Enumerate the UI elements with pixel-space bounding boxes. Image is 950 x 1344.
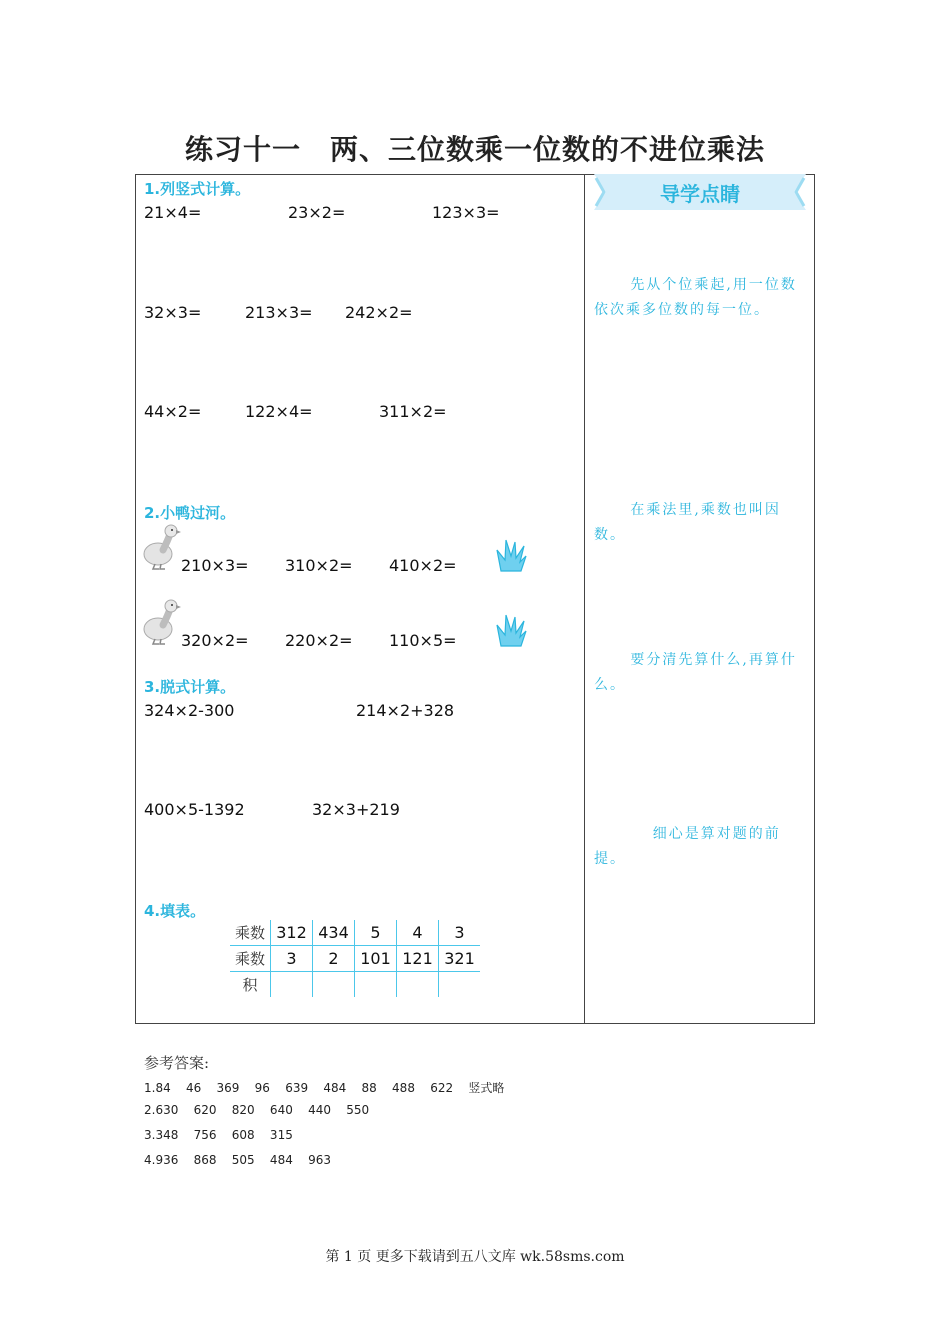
answer-line: 4.936 868 505 484 963 [144, 1153, 332, 1167]
tip-text: 要分清先算什么,再算什么。 [594, 652, 797, 693]
tip-text [594, 822, 808, 872]
problem: 210×3= [181, 556, 249, 575]
table-cell: 3 [271, 946, 313, 972]
problem: 320×2= [181, 631, 249, 650]
problem: 311×2= [379, 402, 447, 421]
table-row [230, 920, 480, 946]
problem: 242×2= [345, 303, 413, 322]
problem: 324×2-300 [144, 701, 235, 720]
answer-line: 1.84 46 369 96 639 484 88 488 622 竖式略 [144, 1081, 505, 1095]
problem: 21×4= [144, 203, 202, 222]
problem: 410×2= [389, 556, 457, 575]
table-cell: 434 [313, 920, 355, 946]
answer-line: 2.630 620 820 640 440 550 [144, 1103, 370, 1117]
problem: 213×3= [245, 303, 313, 322]
problem: 32×3= [144, 303, 202, 322]
table-cell: 321 [439, 946, 481, 972]
problem: 220×2= [285, 631, 353, 650]
section-3-heading: 3.脱式计算。 [144, 678, 236, 696]
duck-icon [143, 522, 181, 570]
answer-cell[interactable] [313, 972, 355, 998]
problem: 122×4= [245, 402, 313, 421]
page-title: 练习十一 两、三位数乘一位数的不进位乘法 [184, 133, 765, 166]
answer-cell[interactable] [439, 972, 481, 998]
answer-cell[interactable] [355, 972, 397, 998]
tip-text: 在乘法里,乘数也叫因数。 [594, 502, 781, 543]
problem: 400×5-1392 [144, 800, 245, 819]
table-cell: 4 [397, 920, 439, 946]
table-cell: 121 [397, 946, 439, 972]
tip-text: 先从个位乘起,用一位数依次乘多位数的每一位。 [594, 277, 797, 318]
grass-icon [495, 613, 527, 647]
row-label: 乘数 [230, 920, 271, 946]
answer-cell[interactable] [397, 972, 439, 998]
grass-icon [495, 538, 527, 572]
answer-cell[interactable] [271, 972, 313, 998]
row-label: 乘数 [230, 946, 271, 972]
table-cell: 101 [355, 946, 397, 972]
banner-title: 导学点睛 [660, 182, 740, 206]
answers-title: 参考答案: [144, 1054, 210, 1072]
fill-table [230, 920, 480, 997]
section-4-heading: 4.填表。 [144, 902, 206, 920]
table-cell: 312 [271, 920, 313, 946]
answer-line: 3.348 756 608 315 [144, 1128, 293, 1142]
problem: 214×2+328 [356, 701, 455, 720]
table-cell: 3 [439, 920, 481, 946]
table-cell: 2 [313, 946, 355, 972]
problem: 23×2= [288, 203, 346, 222]
tip-line: 细心是算对题的前提。 [594, 826, 781, 867]
problem: 123×3= [432, 203, 500, 222]
section-1-heading: 1.列竖式计算。 [144, 180, 251, 198]
problem: 310×2= [285, 556, 353, 575]
table-row [230, 946, 480, 972]
problem: 32×3+219 [312, 800, 400, 819]
duck-icon [143, 597, 181, 645]
problem: 110×5= [389, 631, 457, 650]
page-footer: 第 1 页 更多下载请到五八文库 wk.58sms.com [325, 1249, 625, 1265]
problem: 44×2= [144, 402, 202, 421]
row-label: 积 [230, 972, 271, 998]
table-row [230, 972, 480, 998]
column-divider [584, 174, 585, 1024]
section-2-heading: 2.小鸭过河。 [144, 504, 236, 522]
table-cell: 5 [355, 920, 397, 946]
